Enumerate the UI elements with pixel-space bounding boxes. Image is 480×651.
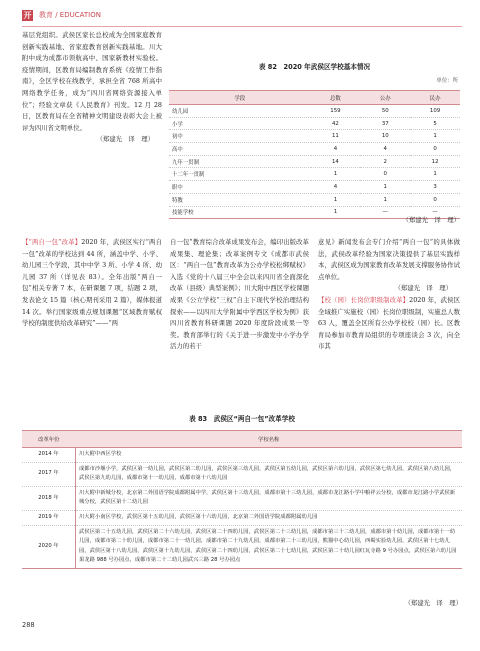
table-cell: 1 xyxy=(360,181,410,194)
table-cell: 职中 xyxy=(169,181,311,194)
reform-year: 2019 年 xyxy=(22,510,76,525)
school-names: 川大附中西区学校 xyxy=(76,448,463,463)
col-header: 公办 xyxy=(360,91,410,105)
author-signature: （郑建光 译 理） xyxy=(394,284,452,293)
table-cell: 4 xyxy=(311,181,361,194)
table-cell: 12 xyxy=(410,155,460,168)
body-paragraph: 自一包”教育综合改革成果发布会，编印出版改革成果集、理论集；改革案例专文《成都市武侯区：“两自一包”教育改革为公办学校松绑赋权》入选《党的十八届三中全会以来四川省全面深化改革（县级）典型案例》；川大附中西区学校课题成果《公立学校“三权”自主下现代学校治理结构探索——以四川大学附属中学西区学校为例》获四川省教育科研课题 2020 年度阶段成果一等奖。教育部举行的《关于进一步激发中小学办学活力的若干 xyxy=(170,238,309,351)
table-cell: 初中 xyxy=(169,130,311,143)
table-row xyxy=(169,143,460,156)
col-header: 改革年份 xyxy=(22,431,76,448)
section-heading: 【“两自一包”改革】 xyxy=(22,238,82,246)
table82-unit: 单位：所 xyxy=(436,78,458,84)
table83-title: 表 83 武侯区“两自一包”改革学校 xyxy=(189,415,295,423)
table-row xyxy=(22,486,462,510)
table-cell: 2 xyxy=(360,155,410,168)
table-cell: 1 xyxy=(360,193,410,206)
table-cell: 10 xyxy=(360,130,410,143)
table-cell: 九年一贯制 xyxy=(169,155,311,168)
col-header: 民办 xyxy=(410,91,460,105)
table-row xyxy=(22,525,462,568)
table-cell: 1 xyxy=(311,168,361,181)
table-cell: 1 xyxy=(410,168,460,181)
table-cell: 1 xyxy=(410,130,460,143)
table-cell: 109 xyxy=(410,105,460,118)
table82-signature: （郑建光 译 理） xyxy=(402,216,460,224)
table-cell: 42 xyxy=(311,117,361,130)
table-cell: 3 xyxy=(410,181,460,194)
table-row xyxy=(22,510,462,525)
school-names: 川大附小南区学校，武侯区第十五幼儿园，武侯区第十六幼儿园，北京第二外国语学院成都附属幼儿园 xyxy=(76,510,463,525)
table-cell: 37 xyxy=(360,117,410,130)
col1-bottom xyxy=(22,237,162,330)
table-cell: 十二年一贯制 xyxy=(169,168,311,181)
table-cell: 特教 xyxy=(169,193,311,206)
body-paragraph: 2020 年，武侯区实行“两自一包”改革的学校达到 44 所，涵盖中学、小学、幼儿园三个学段，其中中学 3 所、小学 4 所、幼儿园 37 所（详见表 83）。全年出版“两自一包”相关专著 7 本，在研课题 7 项，结题 2 项，发表论文 15 篇（核心期刊采用 2 篇），媒体报道 14 次。举行国家级重点规划课题“区域教育赋权学校的制度供给改革研究”——“两 xyxy=(22,238,162,328)
section-label: 教育 / EDUCATION xyxy=(39,11,101,19)
table-cell: 5 xyxy=(410,117,460,130)
reform-year: 2017 年 xyxy=(22,462,76,486)
reform-year: 2020 年 xyxy=(22,525,76,568)
reform-year: 2014 年 xyxy=(22,448,76,463)
body-paragraph: 基层党组织。武侯区家长总校成为全国家庭教育创新实践基地、省家庭教育创新实践基地。川大附中成为成都市领航高中、国家新教材实验校。疫情期间，区教育局编制教育系统《疫情工作指南》，全区学校在线教学，承担全省 768 所高中网络教学任务，成为“四川省网络资源接入单位”；经验文章获《人民教育》刊发。12 月 28 日，区教育局在全省精神文明建设表彰大会上被评为四川省文明单位。 xyxy=(22,31,162,132)
table-cell: 高中 xyxy=(169,143,311,156)
table-cell: 0 xyxy=(410,143,460,156)
author-signature: （郑建光 译 理） xyxy=(96,135,154,144)
table-cell: — xyxy=(410,206,460,219)
section-heading: 【校（园）长岗位职级制改革】 xyxy=(318,295,410,304)
reform-year: 2018 年 xyxy=(22,486,76,510)
school-names: 成都市沙堰小学，武侯区第一幼儿园，武侯区第二幼儿园，武侯区第三幼儿园，武侯区第五幼儿园，武侯区第六幼儿园，武侯区第七幼儿园，武侯区第八幼儿园，武侯区第九幼儿园，成都市第十一幼儿园，成都市第十八幼儿园 xyxy=(76,462,463,486)
table-row xyxy=(169,193,460,206)
col1-top xyxy=(22,30,162,146)
body-paragraph: 2020 年，武侯区全域推广实施校（园）长岗位职级制，实施总人数 63 人，覆盖全区所有公办学校校（园）长。区教育局参加市教育局组织的专项座谈会 3 次，向全市其 xyxy=(318,295,461,351)
table-cell: 0 xyxy=(410,193,460,206)
section-logo: 开 xyxy=(23,11,32,20)
table-cell: 幼儿园 xyxy=(169,105,311,118)
col3 xyxy=(318,237,460,353)
school-names: 武侯区第二十五幼儿园，武侯区第二十六幼儿园，武侯区第二十四幼儿园，武侯区第二十三幼儿园，成都市第三十二幼儿园，成都市第十幼儿园，成都市第十一幼儿园，成都市第二十幼儿园，成都市第二十一幼儿园，成都市第二十九幼儿园，成都市第二十三幼儿园，熊猫中心幼儿园，西蜀实验幼儿园，武侯区第十七幼儿园，武侯区第十八幼儿园，武侯区第十九幼儿园，武侯区第二十四幼儿园，武侯区第二十七幼儿园，武侯区第二十幼儿园红瓦寺路 9 号办园点，武侯区第六幼儿园果龙路 988 号办园点，成都市第二十二幼儿园武兴三路 28 号办园点 xyxy=(76,525,463,568)
table82-title: 表 82 2020 年武侯区学校基本情况 xyxy=(258,63,371,71)
table-cell: 159 xyxy=(311,105,361,118)
table-cell: 小学 xyxy=(169,117,311,130)
table-cell: 4 xyxy=(311,143,361,156)
table-cell: 4 xyxy=(360,143,410,156)
table-cell: 技能学校 xyxy=(169,206,311,219)
body-paragraph: 意见》新闻发布会专门介绍“两自一包”的具体做法，武侯改革经验为国家决策提供了基层实践样本，武侯区成为国家教育改革发展支撑服务协作试点单位。 xyxy=(318,238,460,281)
col-header: 学校名称 xyxy=(76,431,463,448)
col2 xyxy=(170,237,309,353)
table-row xyxy=(169,117,460,130)
table-cell: 1 xyxy=(311,206,361,219)
table83-signature: （郑建光 译 理） xyxy=(404,599,462,607)
table-row xyxy=(169,168,460,181)
reform-schools-table xyxy=(22,430,462,569)
table-row xyxy=(22,448,462,463)
table-row xyxy=(169,130,460,143)
school-stats-table xyxy=(169,90,460,219)
table-cell: 1 xyxy=(311,193,361,206)
table-cell: — xyxy=(360,206,410,219)
table-cell: 11 xyxy=(311,130,361,143)
page-header xyxy=(22,10,462,24)
col-header: 学段 xyxy=(169,91,311,105)
page-number: 288 xyxy=(22,621,35,629)
table-cell: 14 xyxy=(311,155,361,168)
table-row xyxy=(169,105,460,118)
table-cell: 50 xyxy=(360,105,410,118)
col-header: 总数 xyxy=(311,91,361,105)
table-cell: 0 xyxy=(360,168,410,181)
table-row xyxy=(22,462,462,486)
table-row xyxy=(169,155,460,168)
school-names: 川大附中新城分校，北京第二外国语学院成都附属中学，武侯区第十三幼儿园，成都市第十三幼儿园，成都市龙江路小学中粮祥云分校，成都市龙江路小学武侯新城分校，武侯区第十二幼儿园 xyxy=(76,486,463,510)
table-row xyxy=(169,181,460,194)
header-rule xyxy=(22,26,462,27)
